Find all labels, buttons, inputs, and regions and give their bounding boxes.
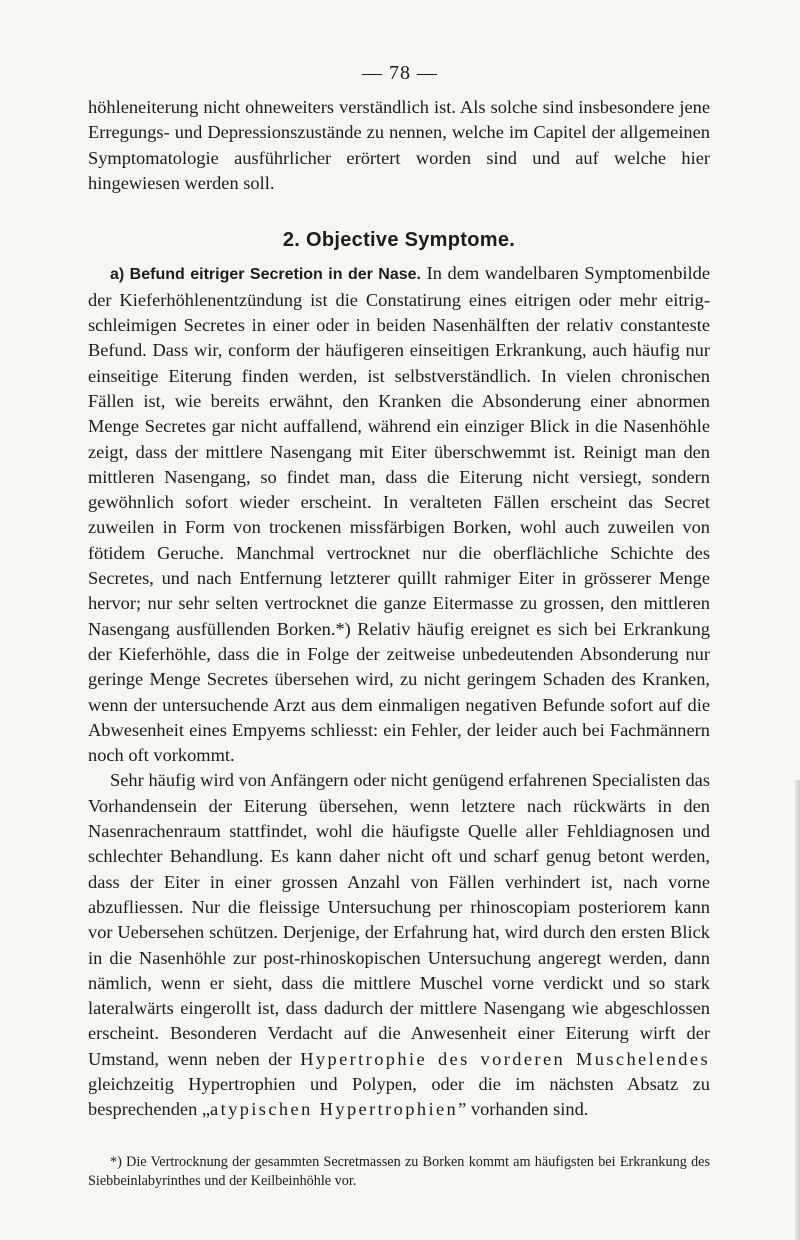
paragraph-2-text-middle: gleichzeitig Hypertrophien und Polypen, oder die im nächsten Absatz zu besprechenden „ <box>88 1073 710 1120</box>
subsection-a-text: In dem wandelbaren Symptomenbilde der Kieferhöhlenentzündung ist die Constatirung eines eitrigen oder mehr eitrig-schleimigen Secretes in einer oder in beiden Nasenhälften der relativ constanteste Befund. Dass wir, conform der häufigeren einseitigen Erkrankung, auch häufig nur einseitige Eiterung finden werden, ist selbstverständlich. In vielen chronischen Fällen ist, wie bereits erwähnt, den Kranken die Absonderung einer abnormen Menge Secretes gar nicht auffallend, während ein einziger Blick in die Nasenhöhle zeigt, dass der mittlere Nasengang mit Eiter überschwemmt ist. Reinigt man den mittleren Nasengang, so findet man, dass die Eiterung nicht versiegt, sondern gewöhnlich sofort wieder erscheint. In veralteten Fällen erscheint das Secret zuweilen in Form von trockenen missfärbigen Borken, wohl auch zuweilen von fötidem Geruche. Manchmal vertrocknet nur die oberflächliche Schichte des Secretes, und nach Entfernung letzterer quillt rahmiger Eiter in grösserer Menge hervor; nur sehr selten vertrocknet die ganze Eitermasse zu grossen, den mittleren Nasengang ausfüllenden Borken.*) Relativ häufig ereignet es sich bei Erkrankung der Kieferhöhle, dass die in Folge der zeitweise unbedeutenden Absonderung nur geringe Menge Secretes übersehen wird, zu nicht geringem Schaden des Kranken, wenn der untersuchende Arzt aus dem einmaligen negativen Befunde sofort auf die Abwesenheit eines Empyems schliesst: ein Fehler, der leider auch bei Fachmännern noch oft vorkommt. <box>88 263 711 766</box>
emphasis-atypische-hypertrophien: atypischen Hypertrophien <box>210 1099 459 1120</box>
paragraph-2-text-after: ” vorhanden sind. <box>458 1099 589 1120</box>
paragraph-2 <box>88 768 710 1122</box>
emphasis-hypertrophie: Hypertrophie des vorderen Muschelendes <box>300 1048 711 1069</box>
subsection-a-paragraph <box>88 261 710 768</box>
page-body <box>88 95 710 1191</box>
paragraph-2-text-before: Sehr häufig wird von Anfängern oder nicht genügend erfahrenen Specialisten das Vorhandensein der Eiterung übersehen, wenn letztere nach rückwärts in den Nasenrachenraum stattfindet, wohl die häufigste Quelle aller Fehldiagnosen und schlechter Behandlung. Es kann daher nicht oft und scharf genug betont werden, dass der Eiter in einer grossen Anzahl von Fällen verhindert ist, nach vorne abzufliessen. Nur die fleissige Untersuchung per rhinoscopiam posteriorem kann vor Uebersehen schützen. Derjenige, der Erfahrung hat, wird durch den ersten Blick in die Nasenhöhle zur post-rhinoskopischen Untersuchung angeregt werden, dann nämlich, wenn er sieht, dass die mittlere Muschel vorne verdickt und so stark lateralwärts eingerollt ist, dass dadurch der mittlere Nasengang wie abgeschlossen erscheint. Besonderen Verdacht auf die Anwesenheit einer Eiterung wirft der Umstand, wenn neben der <box>88 770 710 1069</box>
page-number: — 78 — <box>362 62 438 84</box>
page-edge-shadow <box>795 780 800 1240</box>
footnote: *) Die Vertrocknung der gesammten Secretmassen zu Borken kommt am häufigsten bei Erkrankung des Siebbeinlabyrinthes und der Keilbeinhöhle vor. <box>88 1153 710 1189</box>
intro-paragraph: höhleneiterung nicht ohneweiters verständlich ist. Als solche sind insbesondere jene Erregungs- und Depressionszustände zu nennen, welche im Capitel der allgemeinen Symptomatologie ausführlicher erörtert worden sind und auf welche hier hingewiesen werden soll. <box>88 97 710 193</box>
section-title: 2. Objective Symptome. <box>282 229 516 252</box>
subsection-a-label: a) Befund eitriger Secretion in der Nase. <box>110 266 421 284</box>
